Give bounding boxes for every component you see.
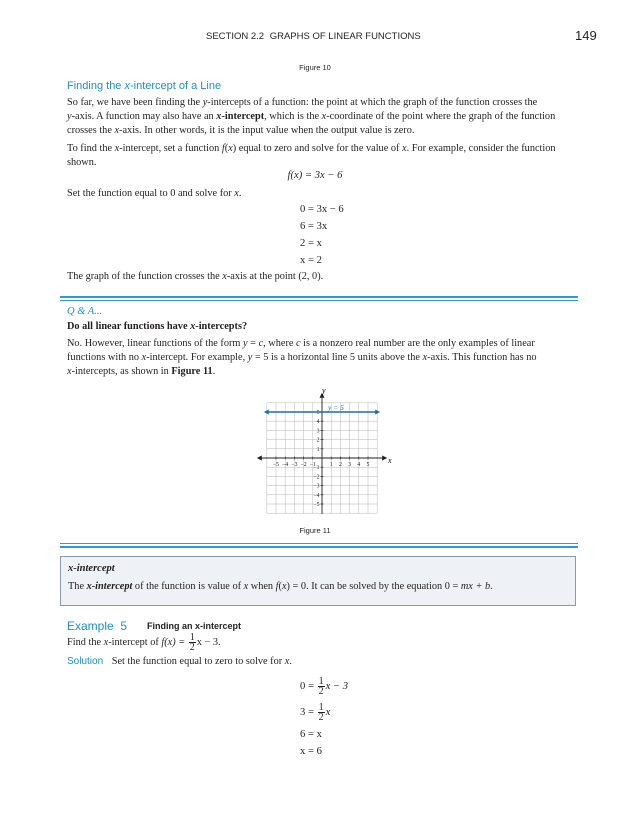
- example-step-4: x = 6: [300, 746, 322, 757]
- y-tick-label: 2: [316, 437, 320, 444]
- paragraph-method: To find the x-intercept, set a function f(x) equal to zero and solve for the value of x. For example, consider the function shown.: [67, 143, 556, 169]
- example-title: Finding an x-intercept: [147, 621, 242, 631]
- y-tick-label: 4: [316, 419, 320, 426]
- x-tick-label: 1: [329, 462, 333, 468]
- x-tick-label: 2: [338, 462, 342, 468]
- qa-bottom-rule-2: [60, 546, 578, 548]
- paragraph-set-zero: Set the function equal to 0 and solve for x.: [67, 188, 242, 199]
- solve-line: 6 = 3x: [300, 221, 328, 232]
- qa-label: Q & A...: [67, 306, 103, 317]
- qa-question: Do all linear functions have x-intercepts?: [67, 321, 248, 332]
- paragraph-conclusion: The graph of the function crosses the x-axis at the point (2, 0).: [67, 271, 324, 282]
- figure-11-graph: [255, 384, 395, 514]
- example-step-1: 0 = $\frac{1}{2}$ x − 3: [300, 676, 349, 697]
- qa-bottom-rule: [60, 543, 578, 544]
- graph-axes: [257, 393, 387, 514]
- graph-tick-labels: [273, 410, 370, 508]
- x-tick-label: 5: [366, 462, 370, 468]
- x-tick-label: −3: [291, 462, 298, 468]
- example-step-2: 3 = $\frac{1}{2}$ x: [300, 702, 331, 723]
- qa-top-rule-2: [60, 300, 578, 301]
- y-tick-label: −3: [313, 483, 320, 490]
- line-label: y = 5: [328, 403, 344, 412]
- y-tick-label: −4: [313, 492, 320, 499]
- solution-label: Solution: [67, 656, 104, 667]
- x-tick-label: 4: [357, 462, 361, 468]
- y-axis-label: y: [322, 386, 326, 395]
- example-prompt: Find the x-intercept of f(x) = $\frac{1}{2}$ x − 3.: [67, 632, 221, 653]
- x-axis-arrow-left: [257, 456, 262, 461]
- line-arrow-right: [375, 410, 380, 415]
- x-tick-label: −4: [282, 462, 289, 468]
- solution-line: Solution Set the function equal to zero to solve for x.: [67, 656, 292, 667]
- y-tick-label: 5: [316, 410, 320, 416]
- equation-f: f(x) = 3x − 6: [287, 170, 343, 181]
- x-tick-label: 3: [348, 462, 352, 468]
- x-tick-label: −1: [309, 462, 316, 468]
- definition-term: x-intercept: [68, 563, 115, 574]
- qa-answer: No. However, linear functions of the form y = c, where c is a nonzero real number are the only examples of linear functions with no x-intercept. For example, y = 5 is a horizontal line 5 units above the x-axis. This function has no x-intercepts, as shown in Figure 11.: [67, 338, 537, 378]
- section-title: GRAPHS OF LINEAR FUNCTIONS: [269, 31, 421, 42]
- figure-11-caption: Figure 11: [299, 526, 331, 535]
- y-tick-label: −2: [313, 474, 320, 481]
- example-label: Example 5: [67, 619, 128, 633]
- y-tick-label: 1: [316, 446, 320, 453]
- paragraph-intro: So far, we have been finding the y-intercepts of a function: the point at which the graph of the function crosses the y-axis. A function may also have an x-intercept, which is the x-coordinate of the point where the graph of the function crosses the x-axis. In other words, it is the input value when the output value is zero.: [67, 97, 556, 137]
- y-tick-label: −5: [313, 502, 320, 508]
- line-arrow-left: [264, 410, 269, 415]
- fraction-half: $\frac{1}{2}$: [189, 632, 195, 653]
- example-step-3: 6 = x: [300, 729, 322, 740]
- definition-text: The x-intercept of the function is value of x when f(x) = 0. It can be solved by the equation 0 = mx + b.: [68, 581, 493, 592]
- section-number: SECTION 2.2: [206, 31, 265, 42]
- page-number: 149: [575, 28, 597, 43]
- solve-line: 2 = x: [300, 238, 322, 249]
- x-tick-label: −2: [300, 462, 307, 468]
- figure-10-caption: Figure 10: [299, 63, 331, 72]
- solution-steps: [300, 201, 344, 269]
- definition-box: [60, 556, 576, 606]
- y-tick-label: −1: [313, 465, 320, 472]
- solve-line: x = 2: [300, 255, 322, 266]
- solve-line: 0 = 3x − 6: [300, 204, 344, 215]
- x-axis-label: x: [388, 456, 392, 465]
- x-tick-label: −5: [272, 462, 280, 468]
- x-axis-arrow-right: [382, 456, 387, 461]
- y-tick-label: 3: [316, 428, 320, 435]
- subsection-heading: Finding the x-intercept of a Line: [67, 80, 222, 92]
- qa-top-rule: [60, 296, 578, 298]
